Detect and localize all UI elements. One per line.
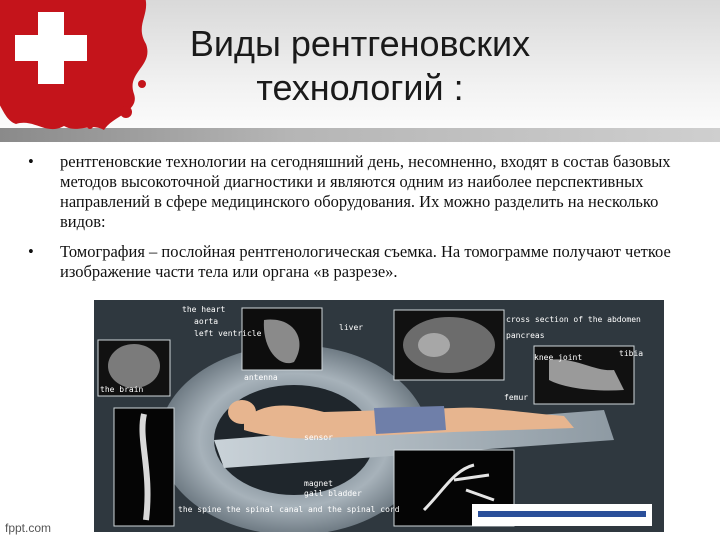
bullet-item: [28, 242, 678, 282]
label-the-spine: the spine the spinal canal and the spinal cord: [178, 505, 400, 514]
label-the-brain: the brain: [100, 385, 144, 394]
tomography-illustration: [94, 300, 664, 532]
red-cross-logo: [0, 0, 154, 134]
label-gall-bladder: gall bladder: [304, 489, 362, 498]
label-pancreas: pancreas: [506, 331, 545, 340]
label-femur: femur: [504, 393, 529, 402]
bullet-text: Томография – послойная рентгенологическая съемка. На томограмме получают четкое изображение части тела или органа «в разрезе».: [60, 242, 671, 281]
label-knee-joint: knee joint: [534, 353, 583, 362]
label-aorta: aorta: [194, 317, 219, 326]
label-cross-section: cross section of the abdomen: [506, 315, 641, 324]
title-line-2: технологий :: [256, 67, 464, 108]
bullet-item: [28, 152, 678, 232]
label-left-ventricle: left ventricle: [194, 329, 262, 338]
label-sensor: sensor: [304, 433, 333, 442]
bullet-list: [28, 152, 678, 292]
tomography-diagram: [94, 300, 664, 532]
bullet-marker: •: [28, 152, 34, 171]
watermark: fppt.com: [5, 521, 52, 535]
label-magnet: magnet: [304, 479, 333, 488]
label-antenna: antenna: [244, 373, 278, 382]
slide-title: [140, 22, 580, 110]
label-liver: liver: [339, 323, 364, 332]
bullet-text: рентгеновские технологии на сегодняшний день, несомненно, входят в состав базовых методов высокоточной диагностики и являются одним из наиболее перспективных направлений в сфере медицинского оборудования. Их можно разделить на несколько видов:: [60, 152, 671, 231]
label-tibia: tibia: [619, 349, 644, 358]
bullet-marker: •: [28, 242, 34, 261]
slide-header: [0, 0, 720, 145]
title-line-1: Виды рентгеновских: [189, 23, 531, 64]
label-the-heart: the heart: [182, 305, 226, 314]
